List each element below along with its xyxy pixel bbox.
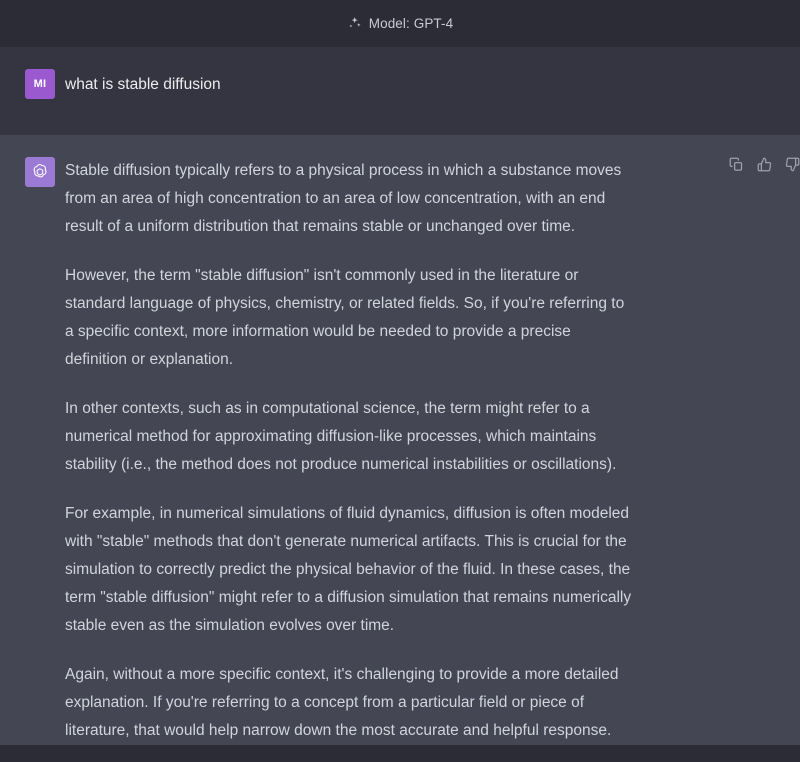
- avatar: MI: [25, 69, 55, 99]
- copy-icon[interactable]: [729, 157, 744, 172]
- message-list: [0, 47, 800, 745]
- assistant-avatar-column: [0, 157, 65, 745]
- user-message: [0, 47, 800, 135]
- user-message-text: what is stable diffusion: [65, 76, 221, 93]
- model-label: Model: GPT-4: [368, 16, 454, 31]
- message-actions: [729, 157, 800, 172]
- openai-logo-icon: [30, 162, 50, 182]
- thumbs-up-icon[interactable]: [757, 157, 772, 172]
- assistant-paragraph: Again, without a more specific context, it's challenging to provide a more detailed explanation. If you're referring to a concept from a particular field or piece of literature, that would help narrow down the most accurate and helpful response.: [65, 666, 619, 739]
- model-indicator: [347, 16, 453, 31]
- assistant-paragraph: In other contexts, such as in computational science, the term might refer to a numerical method for approximating diffusion-like processes, which maintains stability (i.e., the method does not produce numerical instabilities or oscillations).: [65, 400, 617, 473]
- sparkle-icon: [347, 16, 362, 31]
- user-message-body: [65, 69, 725, 111]
- assistant-paragraph: Stable diffusion typically refers to a physical process in which a substance moves from an area of high concentration to an area of low concentration, with an end result of a uniform distribution that remains stable or unchanged over time.: [65, 162, 622, 235]
- user-avatar-column: [0, 69, 65, 111]
- assistant-paragraph: For example, in numerical simulations of fluid dynamics, diffusion is often modeled with "stable" methods that don't generate numerical artifacts. This is crucial for the simulation to correctly predict the physical behavior of the fluid. In these cases, the term "stable diffusion" might refer to a diffusion simulation that remains numerically stable even as the simulation evolves over time.: [65, 505, 632, 634]
- avatar: [25, 157, 55, 187]
- bottom-bar: [0, 745, 800, 762]
- assistant-paragraph: However, the term "stable diffusion" isn't commonly used in the literature or standard language of physics, chemistry, or related fields. So, if you're referring to a specific context, more information would be needed to provide a precise definition or explanation.: [65, 267, 625, 368]
- assistant-message: [0, 135, 800, 745]
- thumbs-down-icon[interactable]: [785, 157, 800, 172]
- model-header-bar: [0, 0, 800, 47]
- assistant-message-body: [65, 157, 725, 745]
